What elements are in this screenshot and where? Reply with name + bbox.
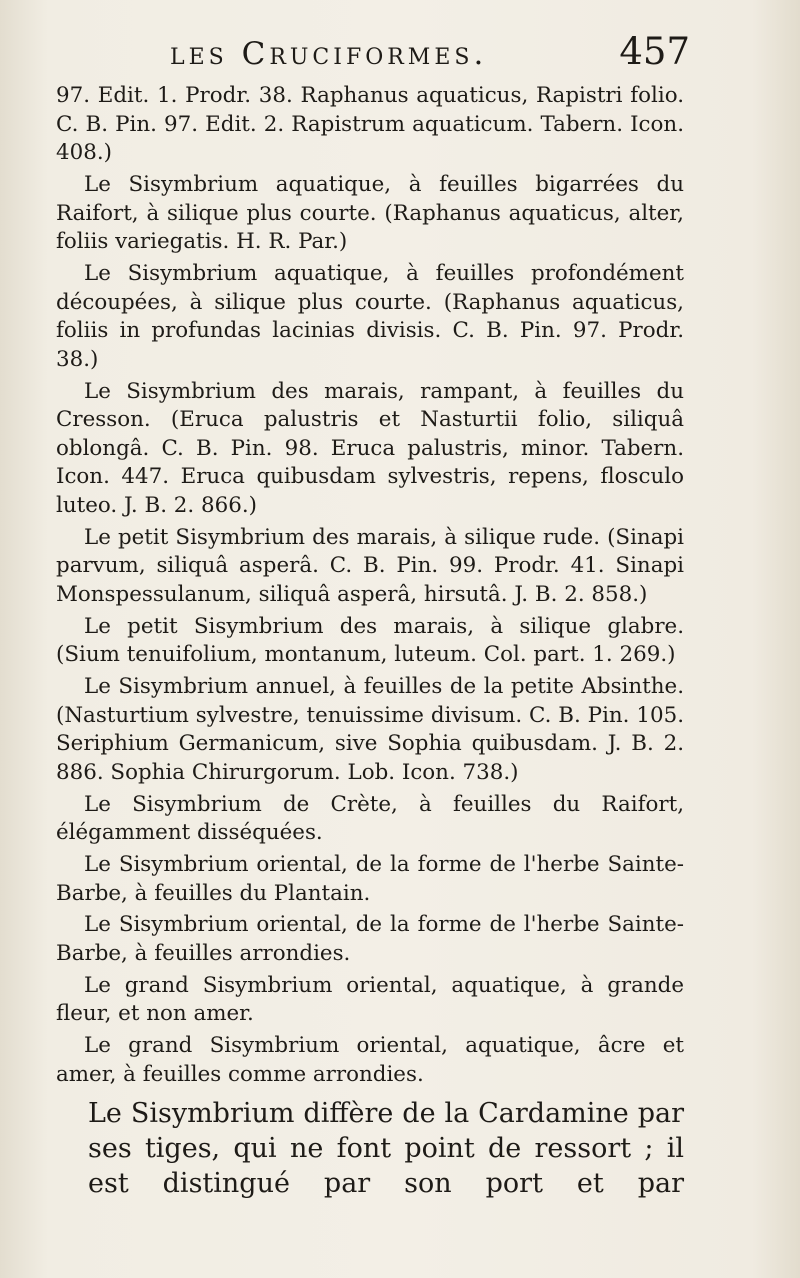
species-entry: Le Sisymbrium des marais, rampant, à feuilles du Cresson. (Eruca palustris et Nasturtii folio, siliquâ oblongâ. C. B. Pin. 98. Eruca palustris, minor. Tabern. Icon. 447. Eruca quibusdam sylvestris, repens, flosculo luteo. J. B. 2. 866.) [56, 378, 684, 518]
species-entry: Le petit Sisymbrium des marais, à silique glabre. (Sium tenuifolium, montanum, luteum. Col. part. 1. 269.) [56, 613, 684, 668]
species-entry: Le Sisymbrium oriental, de la forme de l'herbe Sainte-Barbe, à feuilles du Plantain. [56, 851, 684, 906]
species-entry: Le Sisymbrium de Crète, à feuilles du Raifort, élégamment disséquées. [56, 791, 684, 846]
species-entry: Le grand Sisymbrium oriental, aquatique, à grande fleur, et non amer. [56, 972, 684, 1027]
page-number: 457 [619, 30, 690, 73]
running-title: les Cruciformes. [170, 36, 488, 72]
page-header [170, 30, 690, 90]
species-entry: Le petit Sisymbrium des marais, à silique rude. (Sinapi parvum, siliquâ asperâ. C. B. Pin. 99. Prodr. 41. Sinapi Monspessulanum, siliquâ asperâ, hirsutâ. J. B. 2. 858.) [56, 524, 684, 607]
section-paragraph: Le Sisymbrium diffère de la Cardamine par ses tiges, qui ne font point de ressort ; il est distingué par son port et par [88, 1098, 684, 1199]
species-entry: Le Sisymbrium aquatique, à feuilles bigarrées du Raifort, à silique plus courte. (Raphanus aquaticus, alter, foliis variegatis. H. R. Par.) [56, 171, 684, 255]
species-entry: Le Sisymbrium oriental, de la forme de l'herbe Sainte-Barbe, à feuilles arrondies. [56, 912, 684, 966]
species-entry: Le Sisymbrium aquatique, à feuilles profondément découpées, à silique plus courte. (Raphanus aquaticus, foliis in profundas lacinias divisis. C. B. Pin. 97. Prodr. 38.) [56, 260, 684, 372]
species-entry: 97. Edit. 1. Prodr. 38. Raphanus aquaticus, Rapistri folio. C. B. Pin. 97. Edit. 2. Rapistrum aquaticum. Tabern. Icon. 408.) [56, 83, 684, 166]
species-entry: Le grand Sisymbrium oriental, aquatique, âcre et amer, à feuilles comme arrondies. [56, 1033, 684, 1087]
species-list [56, 82, 684, 1089]
species-entry: Le Sisymbrium annuel, à feuilles de la petite Absinthe. (Nasturtium sylvestre, tenuissime divisum. C. B. Pin. 105. Seriphium Germanicum, sive Sophia quibusdam. J. B. 2. 886. Sophia Chirurgorum. Lob. Icon. 738.) [56, 674, 684, 785]
